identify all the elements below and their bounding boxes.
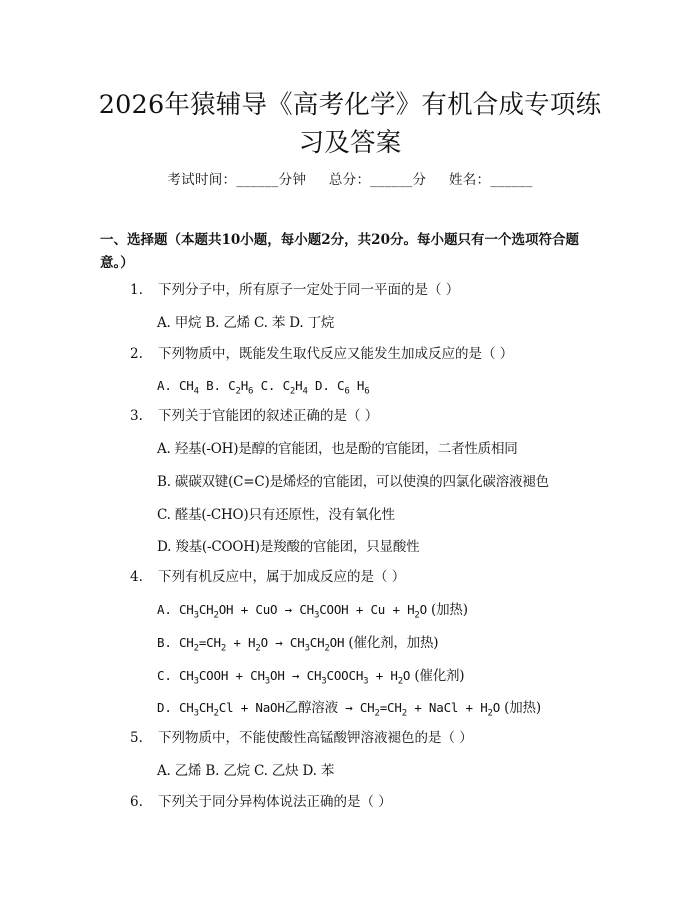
question-5-options bbox=[157, 761, 334, 781]
question-number: 4. bbox=[130, 569, 143, 585]
exam-time-field: 考试时间：______分钟 bbox=[167, 172, 307, 188]
question-4-option-c: C. $CH_3COOH + CH_3OH$ → $CH_3COOCH_3 + H_2O$ (催化剂) bbox=[157, 668, 465, 687]
question-1 bbox=[130, 280, 459, 300]
question-stem: 下列关于同分异构体说法正确的是（ ） bbox=[158, 794, 392, 810]
question-number: 2. bbox=[130, 346, 143, 362]
question-stem: 下列有机反应中，属于加成反应的是（ ） bbox=[158, 569, 406, 585]
exam-meta bbox=[0, 168, 700, 188]
question-1-options bbox=[157, 313, 334, 333]
question-4 bbox=[130, 567, 405, 587]
question-stem: 下列分子中，所有原子一定处于同一平面的是（ ） bbox=[158, 282, 460, 298]
question-4-option-a: A. $CH_3CH_2OH$ + CuO → $CH_3COOH + Cu + H_2O$ (加热) bbox=[157, 602, 468, 621]
question-3-option-c: C. 醛基(-CHO)只有还原性，没有氧化性 bbox=[157, 507, 395, 523]
question-3-option-d: D. 羧基(-COOH)是羧酸的官能团，只显酸性 bbox=[157, 539, 420, 555]
question-stem: 下列物质中，不能使酸性高锰酸钾溶液褪色的是（ ） bbox=[158, 730, 473, 746]
question-stem: 下列关于官能团的叙述正确的是（ ） bbox=[158, 408, 379, 424]
question-number: 3. bbox=[130, 408, 143, 424]
question-number: 5. bbox=[130, 730, 143, 746]
question-3-option-a: A. 羟基(-OH)是醇的官能团，也是酚的官能团，二者性质相同 bbox=[157, 441, 518, 457]
question-3-option-b: B. 碳碳双键(C=C)是烯烃的官能团，可以使溴的四氯化碳溶液褪色 bbox=[157, 474, 549, 490]
question-6 bbox=[130, 792, 392, 812]
question-2-options: A. $CH_4$ B. $C_2H_6$ C. $C_2H_4$ D. $C_6$ $H_6$ bbox=[157, 378, 370, 397]
name-field: 姓名：______ bbox=[448, 172, 533, 188]
total-score-field: 总分：______分 bbox=[328, 172, 427, 188]
question-4-option-b: B. $CH_2=CH_2 + H_2O \to CH_3CH_2OH$ (催化剂，加热) bbox=[157, 635, 439, 654]
options-line: A. 甲烷 B. 乙烯 C. 苯 D. 丁烷 bbox=[157, 315, 335, 331]
page-title: 2026年猿辅导《高考化学》有机合成专项练习及答案 bbox=[98, 90, 602, 158]
question-4-option-d: D. $CH_3CH_2Cl$ + NaOH乙醇溶液 → $CH_2=CH_2$ + NaCl + $H_2O$ (加热) bbox=[157, 700, 541, 719]
options-line: A. 乙烯 B. 乙烷 C. 乙炔 D. 苯 bbox=[157, 763, 335, 779]
question-3 bbox=[130, 406, 378, 426]
question-2 bbox=[130, 344, 513, 364]
question-5 bbox=[130, 728, 473, 748]
question-number: 1. bbox=[130, 282, 143, 298]
question-stem: 下列物质中，既能发生取代反应又能发生加成反应的是（ ） bbox=[158, 346, 514, 362]
section-heading: 一、选择题（本题共10小题，每小题2分，共20分。每小题只有一个选项符合题意。） bbox=[100, 232, 579, 271]
question-number: 6. bbox=[130, 794, 143, 810]
